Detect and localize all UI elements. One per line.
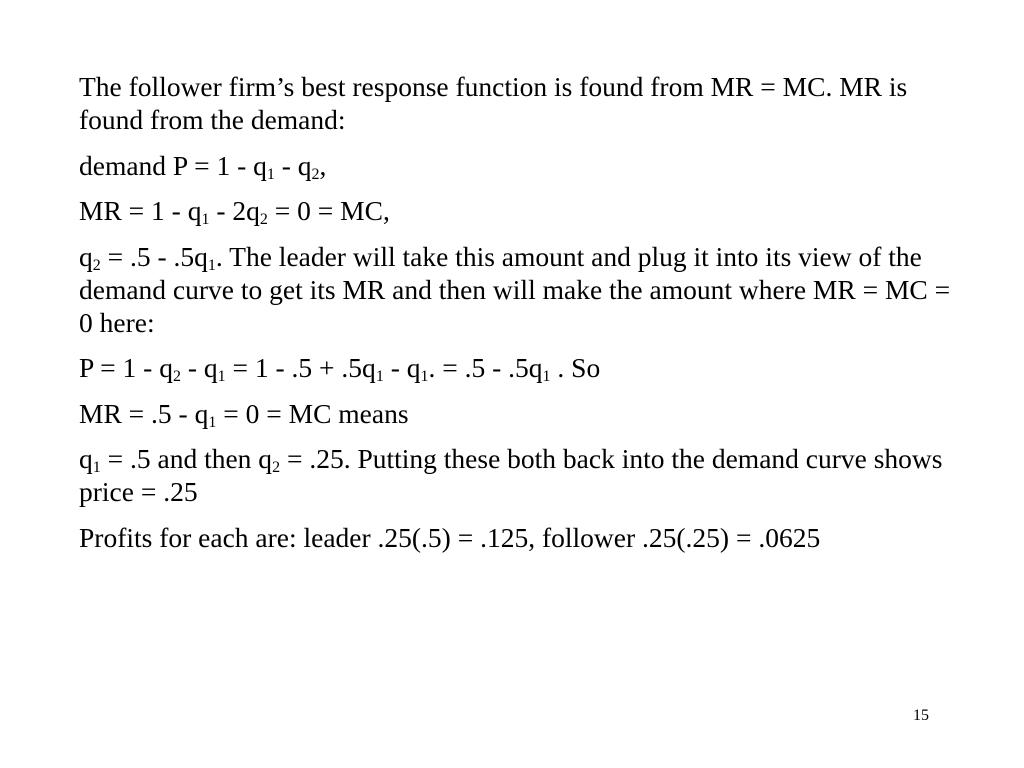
text-run: . = .5 - .5q — [428, 352, 543, 383]
text-run: - q — [274, 149, 312, 181]
paragraph — [79, 397, 959, 430]
slide-body — [79, 70, 959, 566]
paragraph — [79, 351, 959, 384]
subscript: 1 — [201, 211, 210, 228]
subscript: 2 — [311, 165, 320, 183]
text-run: P = 1 - q — [79, 352, 173, 383]
text-run: , — [319, 149, 327, 181]
text-run: MR = 1 - q — [79, 195, 202, 226]
subscript: 1 — [217, 368, 226, 385]
paragraph — [79, 149, 959, 182]
text-run: - q — [180, 352, 218, 383]
page-number: 15 — [913, 707, 929, 724]
text-run: Profits for each are: leader .25(.5) = .125, follower .25(.25) = .0625 — [79, 521, 821, 553]
text-run: q — [79, 240, 93, 272]
text-run: MR = .5 - q — [79, 397, 209, 429]
paragraph — [79, 70, 959, 136]
text-run: - q — [383, 352, 421, 383]
subscript: 1 — [266, 165, 275, 183]
subscript: 1 — [542, 368, 551, 385]
subscript: 1 — [208, 413, 217, 431]
subscript: 1 — [420, 368, 429, 385]
text-run: . So — [550, 352, 601, 383]
text-run: demand P = 1 - q — [79, 149, 267, 181]
subscript: 1 — [207, 256, 216, 274]
paragraph — [79, 194, 959, 227]
subscript: 1 — [92, 459, 101, 476]
subscript: 2 — [259, 211, 268, 228]
subscript: 2 — [92, 256, 101, 274]
text-run: = 0 = MC, — [267, 195, 390, 226]
paragraph — [79, 521, 959, 554]
text-run: . The leader will take this amount and plug it into its view of the demand curve to get its MR and then will make the amount where MR = MC = 0 here: — [79, 240, 951, 338]
subscript: 1 — [375, 368, 384, 385]
paragraph — [79, 442, 959, 508]
text-run: = .5 - .5q — [100, 240, 208, 272]
text-run: The follower firm’s best response function is found from MR = MC. MR is found from the demand: — [79, 71, 908, 135]
text-run: = .25. Putting these both back into the demand curve shows price = .25 — [79, 443, 943, 507]
paragraph — [79, 240, 959, 339]
text-run: q — [79, 443, 93, 474]
text-run: = 1 - .5 + .5q — [225, 352, 376, 383]
subscript: 2 — [172, 368, 181, 385]
text-run: = .5 and then q — [100, 443, 273, 474]
subscript: 2 — [272, 459, 281, 476]
text-run: - 2q — [209, 195, 260, 226]
text-run: = 0 = MC means — [216, 397, 409, 429]
